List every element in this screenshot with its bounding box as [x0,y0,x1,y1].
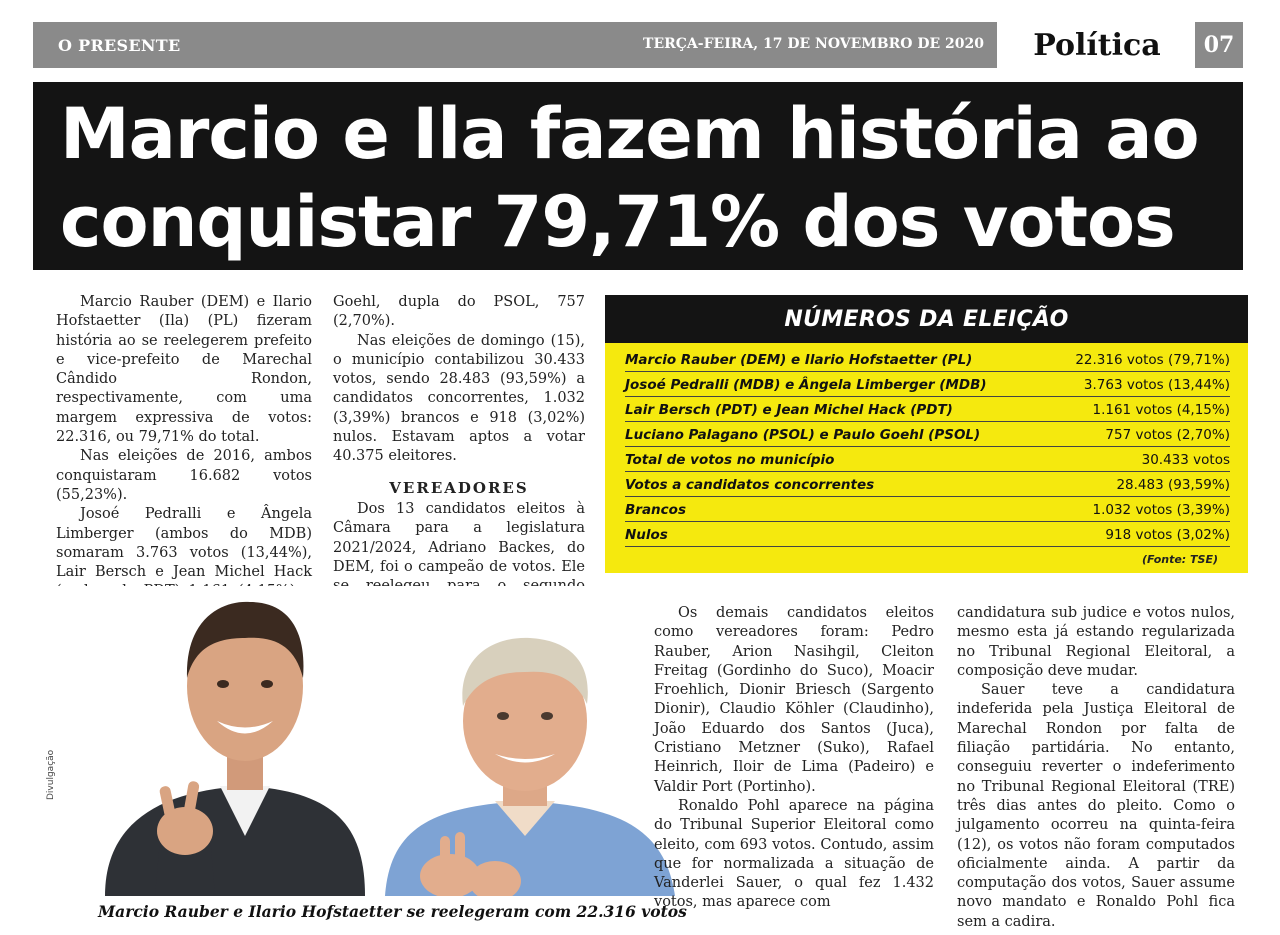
article-column-3 [654,604,934,913]
paragraph-continued: Goehl, dupla do PSOL, 757 (2,70%). [333,294,585,330]
results-label: Josoé Pedralli (MDB) e Ângela Limberger (MDB) [625,377,987,393]
candidates-illustration [45,586,685,896]
results-value: 30.433 votos [1141,452,1230,468]
section-subhead: VEREADORES [389,478,529,497]
election-results-box [605,295,1248,573]
candidates-photo [45,586,685,896]
paragraph: Dos 13 candidatos eleitos à Câmara para a legislatura 2021/2024, Adriano Backes, do DEM, foi o campeão de votos. Ele [333,500,585,575]
marcio-rauber-figure [105,602,365,896]
headline [60,90,1220,266]
results-row [625,447,1230,472]
paragraph: Nas eleições de domingo (15), o município contabilizou 30.433 votos, sendo 28.483 (93,59%) a candidatos concorrentes, 1.032 (3,39%) brancos e 918 (3,02%) nulos. Estavam aptos a votar 40.375 eleitores. [333,332,585,465]
article-column-1 [56,293,312,621]
issue-date: TERÇA-FEIRA, 17 DE NOVEMBRO DE 2020 [643,36,984,52]
article-column-2 [333,293,585,616]
newspaper-name: O PRESENTE [58,36,181,55]
paragraph: Nas eleições de 2016, ambos conquistaram 16.682 votos (55,23%). [56,448,312,503]
results-row [625,522,1230,547]
paragraph-continued: candidatura sub judice e votos nulos, mesmo esta já estando regularizada no Tribunal Regional Eleitoral, a composição deve mudar. [957,605,1235,679]
results-label: Votos a candidatos concorrentes [625,477,875,493]
results-value: 1.032 votos (3,39%) [1092,502,1230,518]
paragraph: Marcio Rauber (DEM) e Ilario Hofstaetter (Ila) (PL) fizeram história ao se reelegerem prefeito e vice-prefeito de Marechal Cândido Rondon, respectivamente, com uma margem expressiva de votos: 22.316, ou 79,71% do total. [56,294,312,446]
results-label: Brancos [625,502,686,518]
photo-credit: Divulgação [46,749,56,800]
results-value: 757 votos (2,70%) [1105,427,1230,443]
photo-caption: Marcio Rauber e Ilario Hofstaetter se reelegeram com 22.316 votos [98,902,687,921]
results-row [625,497,1230,522]
results-value: 1.161 votos (4,15%) [1092,402,1230,418]
ilario-hofstaetter-figure [385,638,675,896]
results-label: Nulos [625,527,668,543]
page-number: 07 [1195,22,1243,68]
results-source: (Fonte: TSE) [1142,553,1218,566]
section-title: Política [1033,27,1161,63]
results-value: 22.316 votos (79,71%) [1075,352,1230,368]
headline-line-2: conquistar 79,71% dos votos [60,181,1175,263]
paragraph: Sauer teve a candidatura indeferida pela Justiça Eleitoral de Marechal Rondon por falta de filiação partidária. No entanto, conseguiu reverter o indeferimento no Tribunal Regional Eleitoral (TRE) três dias antes do pleito. Como o julgamento ocorreu na quinta-feira (12), os votos não foram computados oficialmente ainda. A partir da computação dos votos, Sauer assume novo mandato e Ronaldo Pohl fica sem a cadira. [957,682,1235,930]
results-row [625,397,1230,422]
results-label: Total de votos no município [625,452,835,468]
headline-line-1: Marcio e Ila fazem história ao [60,93,1199,175]
results-value: 3.763 votos (13,44%) [1083,377,1230,393]
results-row [625,422,1230,447]
results-value: 918 votos (3,02%) [1105,527,1230,543]
results-title: NÚMEROS DA ELEIÇÃO [605,295,1248,343]
paragraph: Josoé Pedralli e Ângela Limberger (ambos do MDB) somaram 3.763 votos (13,44%), Lair Bersch e Jean Michel Hack [56,506,312,581]
results-label: Lair Bersch (PDT) e Jean Michel Hack (PDT) [625,402,953,418]
results-row [625,347,1230,372]
paragraph: Os demais candidatos eleitos como vereadores foram: Pedro Rauber, Arion Nasihgil, Cleiton Freitag (Gordinho do Suco), Moacir Froehlich, Dionir Briesch (Sargento Dionir), Claudio Köhler (Claudinho), João Eduardo dos Santos (Juca), Cristiano Metzner (Suko), Rafael Heinrich, Iloir de Lima (Padeiro) e Valdir Port (Portinho). [654,605,934,795]
results-label: Luciano Palagano (PSOL) e Paulo Goehl (PSOL) [625,427,981,443]
results-row [625,372,1230,397]
paragraph: Ronaldo Pohl aparece na página do Tribunal Superior Eleitoral como eleito, com 693 votos. Contudo, assim que for normalizada a situação de Vanderlei Sauer, o qual fez 1.432 votos, mas aparece com [654,797,934,911]
article-column-4 [957,604,1235,932]
results-value: 28.483 (93,59%) [1116,477,1230,493]
results-label: Marcio Rauber (DEM) e Ilario Hofstaetter (PL) [625,352,973,368]
results-row [625,472,1230,497]
